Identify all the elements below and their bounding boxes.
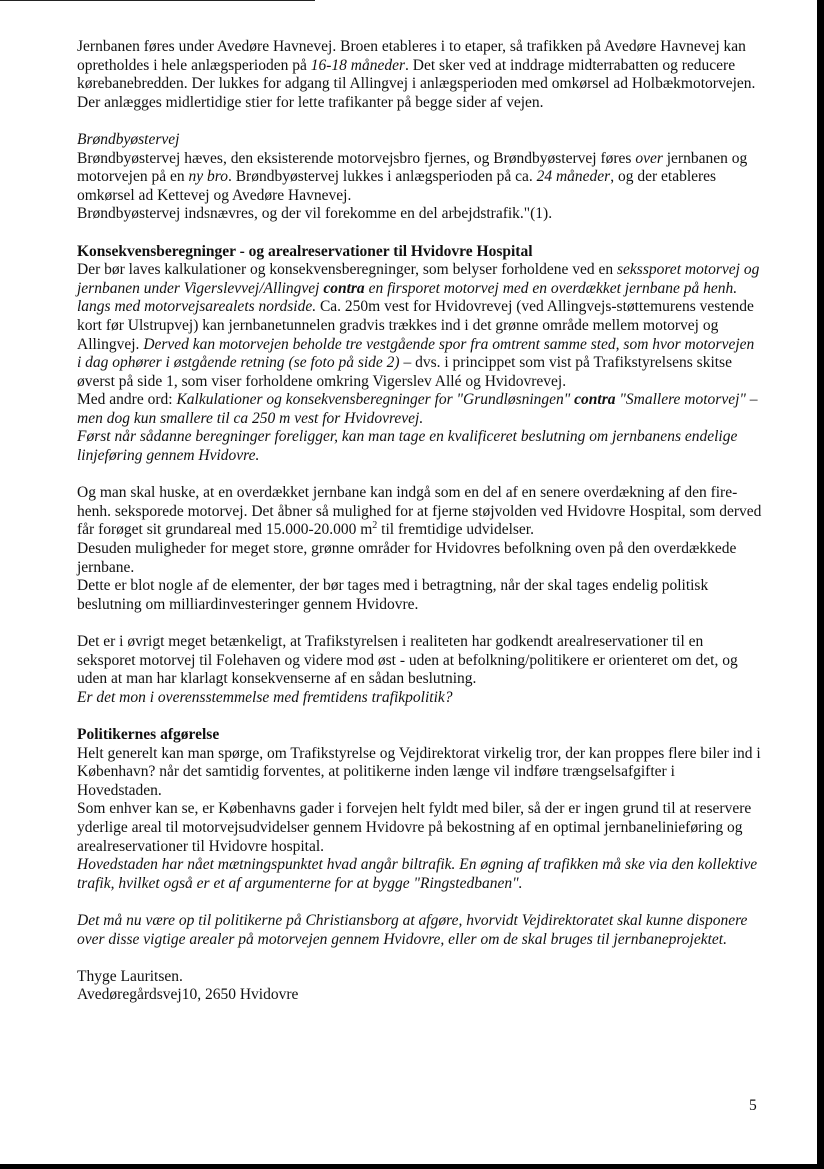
paragraph-hovedstaden: Hovedstaden har nået mætningspunktet hvad angår biltrafik. En øgning af trafikken må ske via den kollektive trafik, hvilket også er et af argumenterne for at bygge "Ringstedbanen". — [77, 856, 758, 892]
paragraph-med-andre-ord: Med andre ord: Kalkulationer og konsekvensberegninger for "Grundløsningen" contra "Smallere motorvej" – men dog kun smallere til ca 250 m vest for Hvidovrevej. — [77, 391, 758, 427]
signature-name: Thyge Lauritsen. — [77, 967, 183, 985]
section-heading-brondbyostervej: Brøndbyøstervej — [77, 130, 180, 148]
paragraph-closing: Det må nu være op til politikerne på Christiansborg at afgøre, hvorvidt Vejdirektoratet skal kunne disponere over disse vigtige arealer på motorvejen gennem Hvidovre, eller om de skal bruges til jernbaneprojektet. — [77, 911, 748, 948]
paragraph-brondbyostervej: Brøndbyøstervej hæves, den eksisterende motorvejsbro fjernes, og Brøndbyøstervej føres over jernbanen og motorvejen på en ny bro. Brøndbyøstervej lukkes i anlægsperioden på ca. 24 måneder, og der etableres omkørsel ad Kettevej og Avedøre Havnevej. — [77, 149, 748, 204]
paragraph-question: Er det mon i overensstemmelse med fremtidens trafikpolitik? — [77, 688, 453, 706]
signature-address: Avedøregårdsvej10, 2650 Hvidovre — [77, 986, 299, 1004]
paragraph-helt-generelt: Helt generelt kan man spørge, om Trafikstyrelse og Vejdirektorat virkelig tror, der kan proppes flere biler ind i København? når det samtidig forventes, at politikerne inden længe vil indføre trængselsafgifter i Hovedstaden. — [77, 744, 761, 799]
paragraph-brondbyostervej-narrowed: Brøndbyøstervej indsnævres, og der vil forekomme en del arbejdstrafik."(1). — [77, 205, 553, 223]
page-number: 5 — [749, 1097, 757, 1114]
paragraph-forst-nar: Først når sådanne beregninger foreligger, kan man tage en kvalificeret beslutning om jernbanens endelige linjeføring gennem Hvidovre. — [77, 428, 738, 465]
section-heading-konsekvens: Konsekvensberegninger - og arealreservationer til Hvidovre Hospital — [77, 242, 533, 260]
paragraph-avedore-havnevej: Jernbanen føres under Avedøre Havnevej. Broen etableres i to etaper, så trafikken på Avedøre Havnevej kan opretholdes i hele anlægsperioden på 16-18 måneder. Det sker ved at inddrage midterrabatten og reducere kørebanebredden. Der lukkes for adgang til Allingvej i anlægsperioden med omkørsel ad Holbækmotorvejen. Der anlægges midlertidige stier for lette trafikanter på begge sider af vejen. — [77, 38, 756, 111]
bottom-scan-border — [0, 1164, 824, 1169]
paragraph-det-er-i-ovrigt: Det er i øvrigt meget betænkeligt, at Trafikstyrelsen i realiteten har godkendt arealreservationer til en seksporet motorvej til Folehaven og videre mod øst - uden at befolkning/politikere er orienteret om det, og uden at man har klarlagt konsekvenserne af en sådan beslutning. — [77, 633, 738, 688]
document-body — [77, 38, 762, 1005]
right-scan-border — [817, 0, 824, 1169]
section-heading-politikernes: Politikernes afgørelse — [77, 725, 220, 743]
top-rule — [0, 0, 315, 1]
paragraph-dette-er-blot: Dette er blot nogle af de elementer, der bør tages med i betragtning, når der skal tages endelig politisk beslutning om milliardinvesteringer gennem Hvidovre. — [77, 577, 709, 613]
paragraph-desuden: Desuden muligheder for meget store, grønne områder for Hvidovres befolkning oven på den overdækkede jernbane. — [77, 540, 737, 576]
paragraph-konsekvens: Der bør laves kalkulationer og konsekvensberegninger, som belyser forholdene ved en sekssporet motorvej og jernbanen under Vigerslevvej/Allingvej contra en firsporet motorvej med en overdækket jernbane på henh. langs med motorvejsarealets nordside. Ca. 250m vest for Hvidovrevej (ved Allingvejs-støttemurens vestende kort før Ulstrupvej) kan jernbanetunnelen gradvis trækkes ind i det grønne område mellem motorvej og Allingvej. Derved kan motorvejen beholde tre vestgående spor fra omtrent samme sted, som hvor motorvejen i dag ophører i østgående retning (se foto på side 2) – dvs. i princippet som vist på Trafikstyrelsens skitse øverst på side 1, som viser forholdene omkring Vigerslev Allé og Hvidovrevej. — [77, 261, 760, 390]
paragraph-og-man-skal-huske: Og man skal huske, at en overdækket jernbane kan indgå som en del af en senere overdækning af den fire- henh. seksporede motorvej. Det åbner så mulighed for at fjerne støjvolden ved Hvidovre Hospital, som derved får forøget sit grundareal med 15.000-20.000 $m^2$ til fremtidige udvidelser. — [77, 484, 762, 539]
paragraph-som-enhver: Som enhver kan se, er Københavns gader i forvejen helt fyldt med biler, så der er ingen grund til at reservere yderlige areal til motorvejsudvidelser gennem Hvidovre på bekostning af en optimal jernbanelinieføring og arealreservationer til Hvidovre hospital. — [77, 800, 752, 855]
